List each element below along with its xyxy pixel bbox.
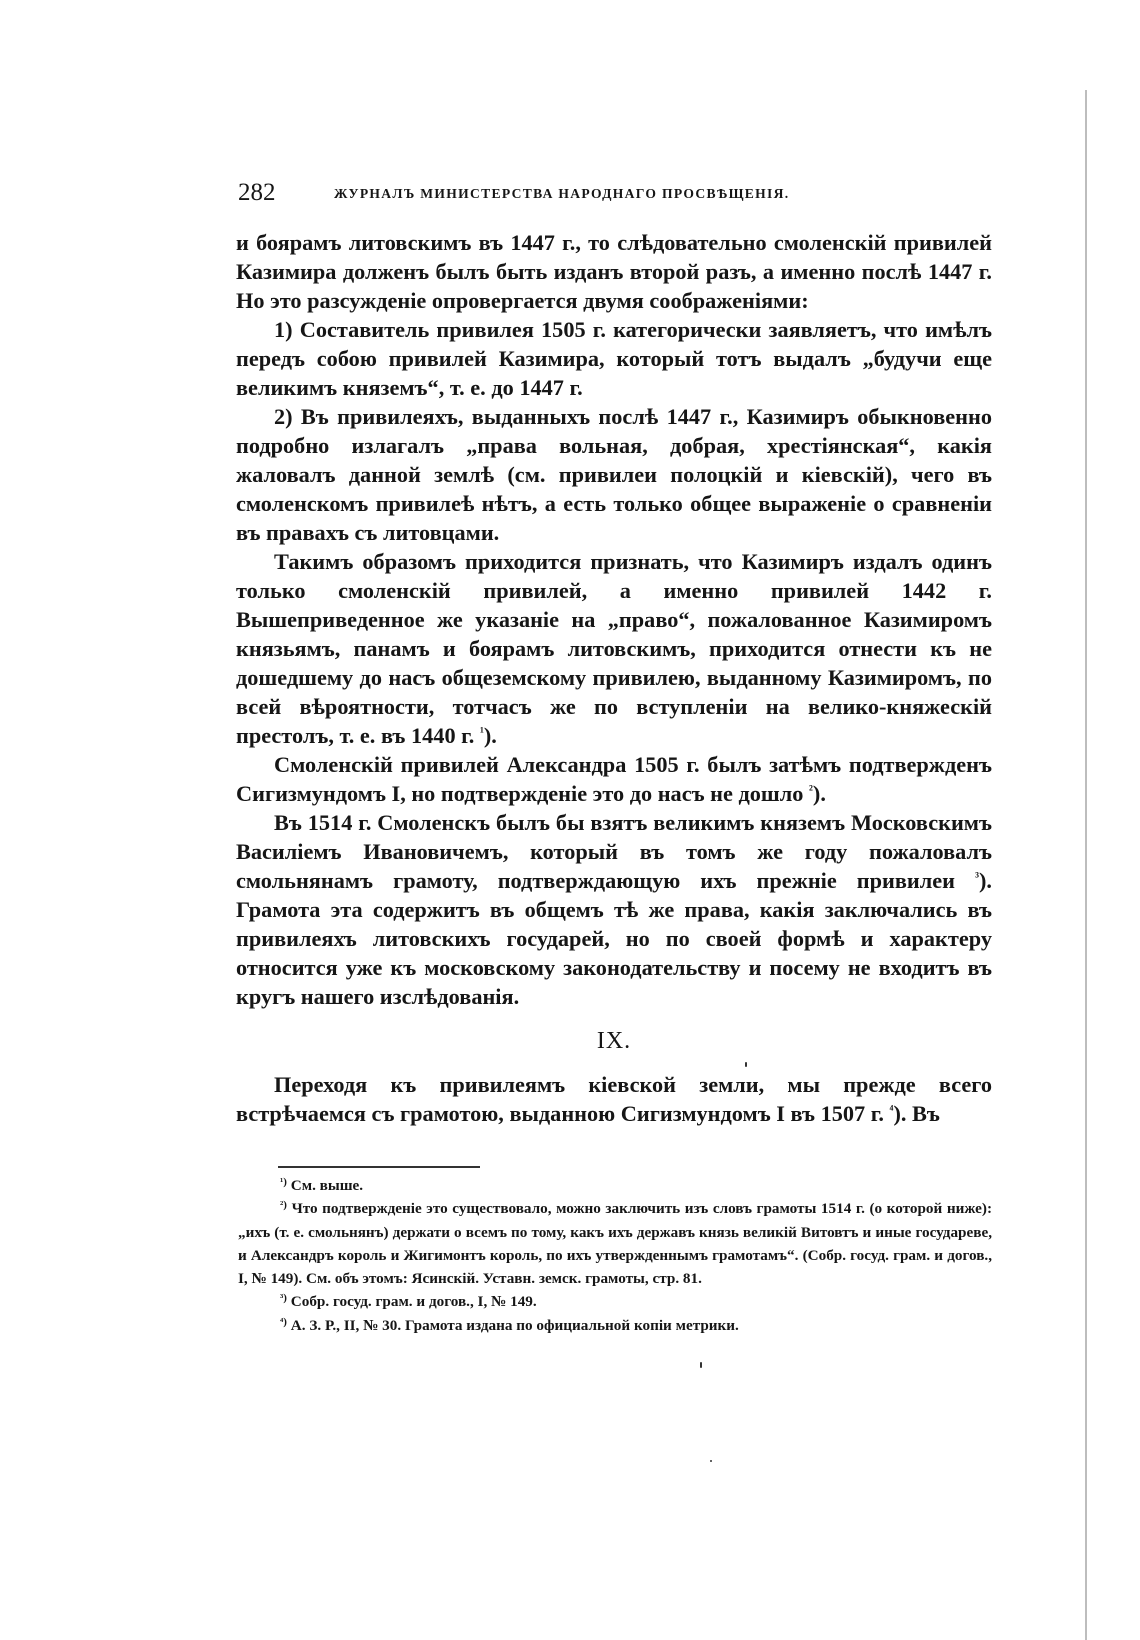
footnote-mark: ⁴) <box>280 1315 287 1328</box>
page-number: 282 <box>238 179 276 206</box>
footnote-mark: ²) <box>280 1199 287 1212</box>
scan-speck <box>745 1062 747 1067</box>
page-edge-divider <box>1085 90 1087 1640</box>
note-reference-1[interactable]: ¹ <box>479 724 484 739</box>
paragraph-conclusion <box>236 547 992 750</box>
paragraph-conclusion-text: Такимъ образомъ приходится признать, что Казимиръ издалъ одинъ только смоленскій привилей, а именно привилей 1442 г. Вышеприведенное же указаніе на „право“, пожалованное Казимиромъ князьямъ, панамъ и боярамъ литовскимъ, приходится отнести къ не дошедшему до насъ общеземскому привилею, выданному Казимиромъ, по всей вѣроятности, тотчасъ же по вступленіи на велико-княжескій престолъ, т. е. въ 1440 г. <box>236 549 992 748</box>
paragraph-argument-1: 1) Составитель привилея 1505 г. категорически заявляетъ, что имѣлъ передъ собою привилей Казимира, который тотъ выдалъ „будучи еще великимъ княземъ“, т. е. до 1447 г. <box>236 317 992 400</box>
paragraph-1514-text: Въ 1514 г. Смоленскъ былъ бы взятъ великимъ княземъ Московскимъ Василіемъ Ивановичемъ, который въ томъ же году пожаловалъ смольнянамъ грамоту, подтверждающую ихъ прежніе привилеи <box>236 810 992 893</box>
section-heading: IX. <box>596 1028 632 1054</box>
note-reference-3[interactable]: ³ <box>975 869 979 884</box>
scan-speck <box>710 1460 712 1462</box>
note-reference-2[interactable]: ² <box>808 782 813 797</box>
footnote <box>238 1290 992 1313</box>
paragraph-continuation: и боярамъ литовскимъ въ 1447 г., то слѣдовательно смоленскій привилей Казимира долженъ былъ быть изданъ второй разъ, а именно послѣ 1447 г. Но это разсужденіе опровергается двумя соображеніями: <box>236 230 992 313</box>
running-header <box>238 178 992 208</box>
scan-speck <box>700 1362 702 1368</box>
footnote <box>238 1197 992 1290</box>
main-text <box>236 228 992 1128</box>
paragraph-section-ix-end: Въ <box>912 1101 940 1126</box>
footnote <box>238 1314 992 1337</box>
footnote-text: Что подтвержденіе это существовало, можно заключить изъ словъ грамоты 1514 г. (о которой ниже): „ихъ (т. е. смольнянъ) держати о всемъ по тому, какъ ихъ державъ князь великій Витовтъ и иные государеве, и Александръ король и Жигимонтъ король, по ихъ утвержденнымъ грамотамъ“. (Собр. госуд. грам. и догов., I, № 149). См. объ этомъ: Ясинскій. Уставн. земск. грамоты, стр. 81. <box>238 1200 993 1288</box>
paragraph-section-ix <box>236 1070 992 1128</box>
footnote-rule <box>278 1166 480 1168</box>
paragraph-argument-2: 2) Въ привилеяхъ, выданныхъ послѣ 1447 г., Казимиръ обыкновенно подробно излагалъ „права вольная, добрая, хрестіянская“, какія жаловалъ данной землѣ (см. привилеи полоцкій и кіевскій), чего въ смоленскомъ привилеѣ нѣтъ, а есть только общее выраженіе о сравненіи въ правахъ съ литовцами. <box>236 404 992 545</box>
note-reference-4[interactable]: ⁴ <box>889 1102 894 1117</box>
footnote <box>238 1174 992 1197</box>
paragraph-section-ix-text: Переходя къ привилеямъ кіевской земли, мы прежде всего встрѣчаемся съ грамотою, выданною Сигизмундомъ I въ 1507 г. <box>236 1072 992 1126</box>
footnote-text: Собр. госуд. грам. и догов., I, № 149. <box>290 1293 537 1311</box>
note-close-1: ). <box>483 723 497 748</box>
note-close-3: ). <box>978 868 992 893</box>
paragraph-sigismund-text: Смоленскій привилей Александра 1505 г. былъ затѣмъ подтвержденъ Сигизмундомъ I, но подтвержденіе это до насъ не дошло <box>236 752 992 806</box>
note-close-2: ). <box>812 781 826 806</box>
paragraph-sigismund <box>236 750 992 808</box>
footnote-text: См. выше. <box>290 1177 364 1194</box>
paragraph-1514-continued: Грамота эта содержитъ въ общемъ тѣ же права, какія заключались въ привилеяхъ литовскихъ государей, но по своей формѣ и характеру относится уже къ московскому законодательству и посему не входитъ въ кругъ нашего изслѣдованія. <box>236 897 992 1009</box>
footnote-text: А. З. Р., II, № 30. Грамота издана по официальной копіи метрики. <box>290 1316 739 1334</box>
journal-title: ЖУРНАЛЪ МИНИСТЕРСТВА НАРОДНАГО ПРОСВѢЩЕНІЯ. <box>334 186 790 201</box>
footnote-mark: ³) <box>280 1292 287 1305</box>
footnotes <box>238 1174 992 1337</box>
footnote-mark: ¹) <box>280 1176 287 1188</box>
paragraph-1514 <box>236 808 992 1011</box>
note-close-4: ). <box>893 1101 907 1126</box>
